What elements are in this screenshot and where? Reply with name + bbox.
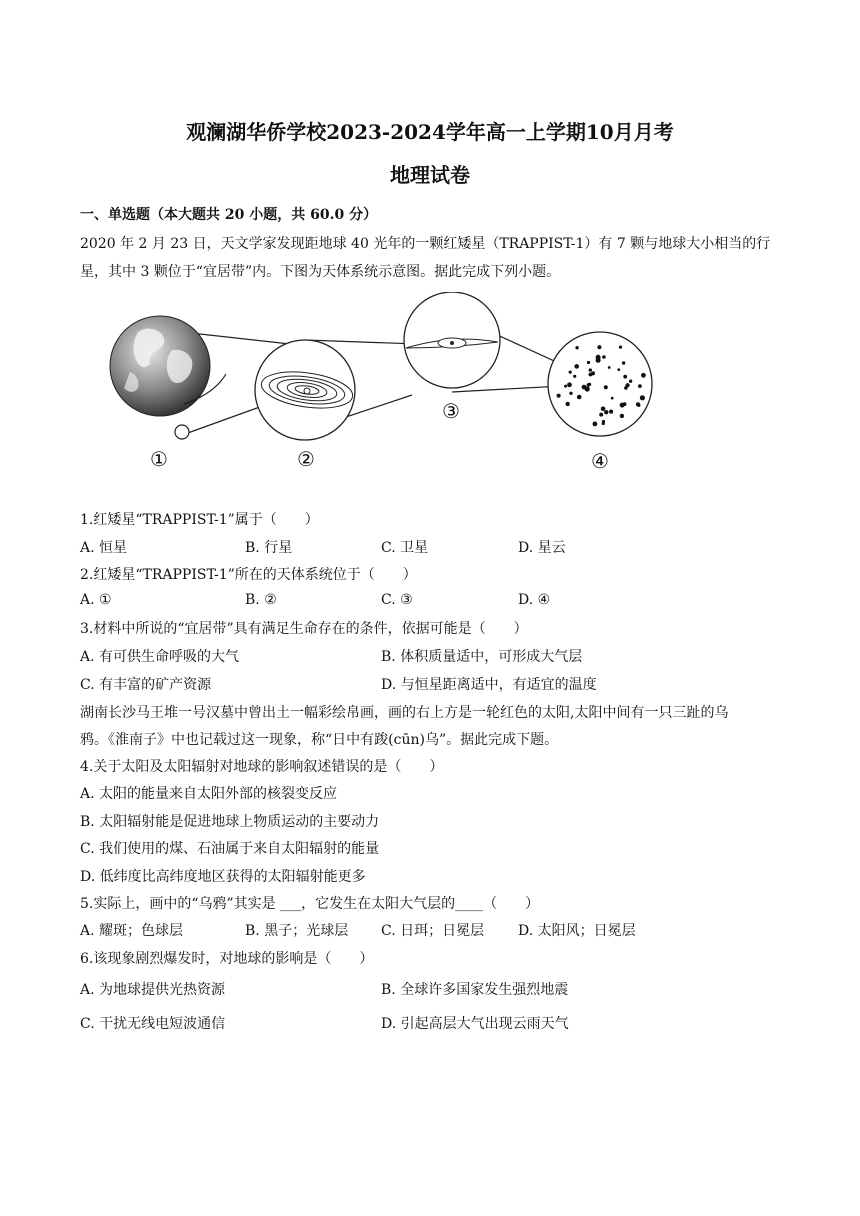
galaxy-dot (577, 395, 582, 400)
q2-option-a[interactable]: A. ① (80, 592, 112, 608)
galaxy-dot (569, 371, 572, 374)
galaxy-dot (641, 373, 646, 378)
galaxy-dot (602, 422, 605, 425)
q5-stem: 5.实际上，画中的“乌鸦”其实是 ___，它发生在太阳大气层的____（ ） (80, 896, 540, 912)
galaxy-dot (638, 384, 642, 388)
connector-lines (182, 327, 600, 434)
galaxy-dot (589, 373, 593, 377)
q4-option-d[interactable]: D. 低纬度比高纬度地区获得的太阳辐射能更多 (80, 869, 366, 885)
q4-option-c[interactable]: C. 我们使用的煤、石油属于来自太阳辐射的能量 (80, 841, 380, 857)
galaxy-dot (601, 407, 606, 412)
q3-option-c[interactable]: C. 有丰富的矿产资源 (80, 677, 212, 693)
q1-option-c[interactable]: C. 卫星 (381, 540, 429, 556)
galaxy-dot (619, 346, 622, 349)
label-1: ① (150, 447, 168, 471)
q3-stem: 3.材料中所说的“宜居带”具有满足生命存在的条件，依据可能是（ ） (80, 621, 528, 637)
passage1-line2: 星，其中 3 颗位于“宜居带”内。下图为天体系统示意图。据此完成下列小题。 (80, 264, 561, 280)
galaxy-dot (620, 414, 624, 418)
q2-option-d[interactable]: D. ④ (518, 592, 551, 608)
observable-universe (548, 332, 652, 436)
galaxy-dot (589, 368, 592, 371)
passage2-line1: 湖南长沙马王堆一号汉墓中曾出土一幅彩绘帛画，画的右上方是一轮红色的太阳,太阳中间有一只三趾的乌 (80, 705, 729, 721)
galaxy-dot (604, 410, 608, 414)
galaxy-dot (623, 402, 627, 406)
galaxy-dot (602, 355, 606, 359)
label-4: ④ (591, 449, 609, 473)
q5-option-c[interactable]: C. 日珥；日冕层 (381, 923, 485, 939)
section-heading: 一、单选题（本大题共 20 小题，共 60.0 分） (80, 207, 378, 223)
galaxy-dot (564, 385, 567, 388)
galaxy-dot (622, 361, 625, 364)
exam-title: 观澜湖华侨学校2023-2024学年高一上学期10月月考 (186, 120, 674, 144)
galaxy-dot (587, 383, 591, 387)
galaxy-dot (596, 355, 601, 360)
galaxy-dot (604, 385, 608, 389)
exam-subtitle: 地理试卷 (390, 163, 470, 187)
q1-option-b[interactable]: B. 行星 (245, 540, 293, 556)
galaxy-dot (640, 395, 645, 400)
q2-stem: 2.红矮星“TRAPPIST-1”所在的天体系统位于（ ） (80, 567, 417, 583)
galaxy-dot (567, 382, 572, 387)
galaxy-dot (593, 422, 598, 427)
galaxy-dot (573, 375, 576, 378)
galaxy-dot (609, 410, 613, 414)
q1-option-a[interactable]: A. 恒星 (80, 540, 128, 556)
galaxy-dot (599, 413, 603, 417)
q4-option-a[interactable]: A. 太阳的能量来自太阳外部的核裂变反应 (80, 786, 338, 802)
q6-option-d[interactable]: D. 引起高层大气出现云雨天气 (381, 1016, 569, 1032)
galaxy-dot (575, 346, 578, 349)
galaxy-dot (617, 368, 620, 371)
q3-option-b[interactable]: B. 体积质量适中，可形成大气层 (381, 649, 583, 665)
solar-system (255, 340, 355, 440)
galaxy-dot (574, 364, 579, 369)
milky-way-galaxy (404, 292, 500, 388)
galaxy-dot (566, 402, 570, 406)
q4-stem: 4.关于太阳及太阳辐射对地球的影响叙述错误的是（ ） (80, 759, 444, 775)
q3-option-a[interactable]: A. 有可供生命呼吸的大气 (80, 649, 240, 665)
passage1-line1: 2020 年 2 月 23 日，天文学家发现距地球 40 光年的一颗红矮星（TRAPPIST-1）有 7 颗与地球大小相当的行 (80, 236, 771, 252)
q3-option-d[interactable]: D. 与恒星距离适中，有适宜的温度 (381, 677, 597, 693)
galaxy-dot (623, 375, 627, 379)
q6-option-b[interactable]: B. 全球许多国家发生强烈地震 (381, 982, 569, 998)
label-2: ② (297, 447, 315, 471)
galaxy-dot (557, 394, 561, 398)
galaxy-dot (597, 345, 601, 349)
q2-option-b[interactable]: B. ② (245, 592, 277, 608)
galaxy-dot (629, 380, 632, 383)
galaxy-dot (582, 385, 587, 390)
label-3: ③ (442, 399, 460, 423)
q6-stem: 6.该现象剧烈爆发时，对地球的影响是（ ） (80, 951, 374, 967)
q2-option-c[interactable]: C. ③ (381, 592, 413, 608)
galaxy-dot (569, 392, 572, 395)
galaxy-dot (608, 366, 611, 369)
q5-option-b[interactable]: B. 黑子；光球层 (245, 923, 349, 939)
q6-option-c[interactable]: C. 干扰无线电短波通信 (80, 1016, 226, 1032)
q1-stem: 1.红矮星“TRAPPIST-1”属于（ ） (80, 512, 319, 528)
q1-option-d[interactable]: D. 星云 (518, 540, 566, 556)
galaxy-dot (637, 404, 640, 407)
q5-option-a[interactable]: A. 耀斑；色球层 (80, 923, 184, 939)
galaxy-dot (611, 397, 614, 400)
celestial-system-diagram (100, 292, 660, 478)
q5-option-d[interactable]: D. 太阳风；日冕层 (518, 923, 636, 939)
q4-option-b[interactable]: B. 太阳辐射能是促进地球上物质运动的主要动力 (80, 814, 380, 830)
passage2-line2: 鸦。《淮南子》中也记载过这一现象，称“日中有踆(cūn)乌”。据此完成下题。 (80, 732, 559, 748)
galaxy-dot (587, 361, 590, 364)
q6-option-a[interactable]: A. 为地球提供光热资源 (80, 982, 226, 998)
galaxy-dot (626, 383, 630, 387)
